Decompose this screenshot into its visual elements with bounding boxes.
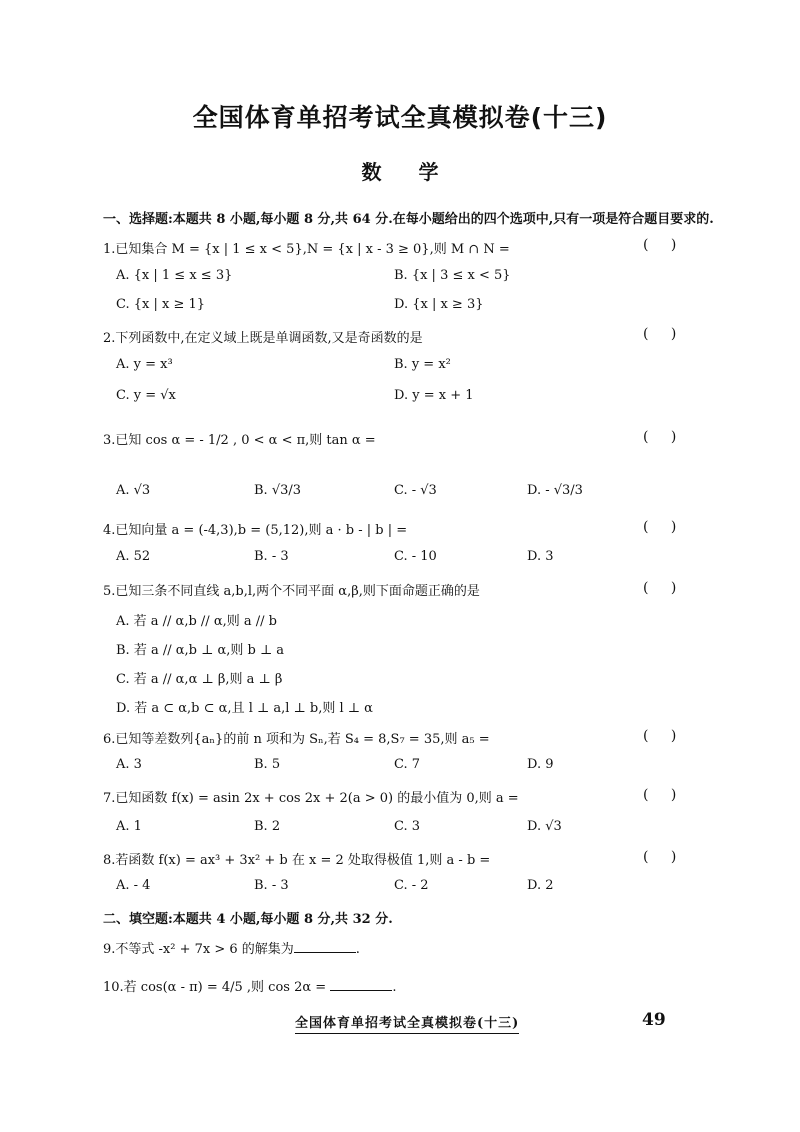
question-1-option-b: B. {x | 3 ≤ x < 5} xyxy=(394,268,511,283)
paper-title: 全国体育单招考试全真模拟卷(十三) xyxy=(192,103,608,132)
question-2-stem: 2.下列函数中,在定义域上既是单调函数,又是奇函数的是 xyxy=(103,331,423,346)
question-2-answer-paren: ( ) xyxy=(643,326,677,342)
question-5-stem: 5.已知三条不同直线 a,b,l,两个不同平面 α,β,则下面命题正确的是 xyxy=(103,584,480,599)
question-3-stem: 3.已知 cos α = - 1/2 , 0 < α < π,则 tan α = xyxy=(103,433,376,448)
question-2-option-b: B. y = x² xyxy=(394,357,451,372)
question-8-option-b: B. - 3 xyxy=(254,878,289,893)
question-9-answer-blank xyxy=(294,940,356,953)
question-9-text: 9.不等式 -x² + 7x > 6 的解集为 xyxy=(103,942,294,957)
question-2-option-a: A. y = x³ xyxy=(116,357,173,372)
question-5-answer-paren: ( ) xyxy=(643,580,677,596)
question-4-option-d: D. 3 xyxy=(527,549,554,564)
question-7-answer-paren: ( ) xyxy=(643,787,677,803)
question-4-option-b: B. - 3 xyxy=(254,549,289,564)
subject-heading: 数 学 xyxy=(361,160,439,184)
question-3-answer-paren: ( ) xyxy=(643,429,677,445)
question-1-option-d: D. {x | x ≥ 3} xyxy=(394,297,484,312)
question-3-option-d: D. - √3/3 xyxy=(527,483,583,498)
question-5-option-a: A. 若 a // α,b // α,则 a // b xyxy=(116,614,277,629)
question-4-option-c: C. - 10 xyxy=(394,549,437,564)
question-8-stem: 8.若函数 f(x) = ax³ + 3x² + b 在 x = 2 处取得极值 1,则 a - b = xyxy=(103,853,491,868)
question-8-answer-paren: ( ) xyxy=(643,849,677,865)
question-2-option-d: D. y = x + 1 xyxy=(394,388,474,403)
question-1-stem: 1.已知集合 M = {x | 1 ≤ x < 5},N = {x | x - 3 ≥ 0},则 M ∩ N = xyxy=(103,242,510,257)
question-6-option-a: A. 3 xyxy=(116,757,142,772)
question-1-answer-paren: ( ) xyxy=(643,237,677,253)
page-number: 49 xyxy=(642,1010,666,1030)
question-8-option-a: A. - 4 xyxy=(116,878,151,893)
question-1-option-a: A. {x | 1 ≤ x ≤ 3} xyxy=(116,268,233,283)
question-4-answer-paren: ( ) xyxy=(643,519,677,535)
question-10-answer-blank xyxy=(330,978,392,991)
question-6-stem: 6.已知等差数列{aₙ}的前 n 项和为 Sₙ,若 S₄ = 8,S₇ = 35,则 a₅ = xyxy=(103,732,490,747)
footer-title: 全国体育单招考试全真模拟卷(十三) xyxy=(295,1012,519,1034)
question-10-stem xyxy=(103,976,396,995)
section-2-heading: 二、填空题:本题共 4 小题,每小题 8 分,共 32 分. xyxy=(103,912,393,927)
question-6-answer-paren: ( ) xyxy=(643,728,677,744)
question-2-option-c: C. y = √x xyxy=(116,388,176,403)
question-7-stem: 7.已知函数 f(x) = asin 2x + cos 2x + 2(a > 0) 的最小值为 0,则 a = xyxy=(103,791,519,806)
section-1-heading: 一、选择题:本题共 8 小题,每小题 8 分,共 64 分.在每小题给出的四个选项中,只有一项是符合题目要求的. xyxy=(103,212,714,227)
question-4-option-a: A. 52 xyxy=(116,549,151,564)
question-6-option-d: D. 9 xyxy=(527,757,554,772)
question-6-option-c: C. 7 xyxy=(394,757,421,772)
question-10-text: 10.若 cos(α - π) = 4/5 ,则 cos 2α = xyxy=(103,980,327,995)
question-3-option-b: B. √3/3 xyxy=(254,483,302,498)
question-7-option-a: A. 1 xyxy=(116,819,142,834)
question-7-option-c: C. 3 xyxy=(394,819,421,834)
question-8-option-c: C. - 2 xyxy=(394,878,429,893)
question-5-option-d: D. 若 a ⊂ α,b ⊂ α,且 l ⊥ a,l ⊥ b,则 l ⊥ α xyxy=(116,701,373,716)
question-5-option-c: C. 若 a // α,α ⊥ β,则 a ⊥ β xyxy=(116,672,283,687)
question-7-option-d: D. √3 xyxy=(527,819,562,834)
question-3-option-c: C. - √3 xyxy=(394,483,437,498)
question-6-option-b: B. 5 xyxy=(254,757,281,772)
question-4-stem: 4.已知向量 a = (-4,3),b = (5,12),则 a · b - | b | = xyxy=(103,523,408,538)
question-5-option-b: B. 若 a // α,b ⊥ α,则 b ⊥ a xyxy=(116,643,285,658)
question-8-option-d: D. 2 xyxy=(527,878,554,893)
question-1-option-c: C. {x | x ≥ 1} xyxy=(116,297,206,312)
question-7-option-b: B. 2 xyxy=(254,819,281,834)
question-3-option-a: A. √3 xyxy=(116,483,151,498)
question-9-stem xyxy=(103,938,360,957)
question-9-end: . xyxy=(355,942,360,957)
question-10-end: . xyxy=(392,980,397,995)
